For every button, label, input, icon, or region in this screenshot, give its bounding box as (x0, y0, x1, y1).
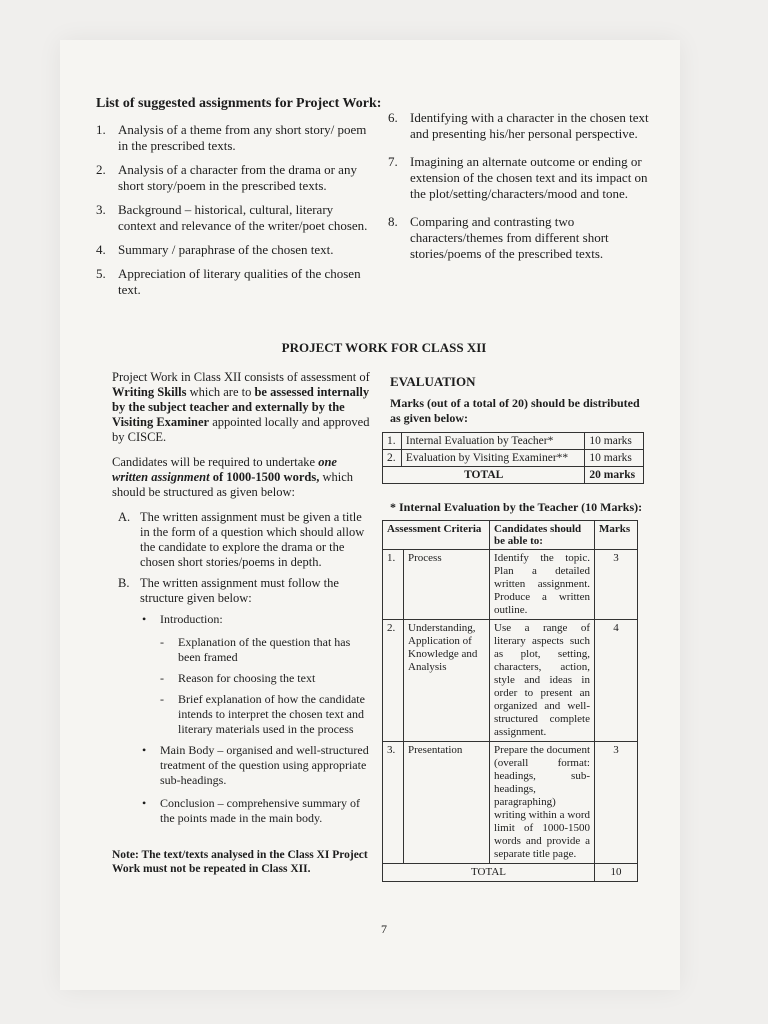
table-row: 3. Presentation Prepare the document (overall format: headings, sub-headings, paragraphing) writing within a word limit of 1000-1500 words and provide a separate title page. 3 (383, 742, 638, 864)
structure-list (118, 510, 372, 606)
list-item: 7. Imagining an alternate outcome or ending or extension of the chosen text and its impact on the plot/setting/characters/mood and tone. (388, 154, 648, 201)
list-item: • Introduction: (142, 612, 372, 627)
requirement-paragraph: Candidates will be required to undertake one written assignment of 1000-1500 words, which should be structured as given below: (112, 455, 354, 499)
list-item: 6. Identifying with a character in the chosen text and presenting his/her personal perspective. (388, 110, 649, 141)
list-item: - Reason for choosing the text (160, 671, 372, 686)
list-item: • Conclusion – comprehensive summary of the points made in the main body. (142, 796, 372, 826)
list-item: B. The written assignment must follow the structure given below: (118, 576, 339, 605)
section-title: PROJECT WORK FOR CLASS XII (281, 340, 487, 355)
list-item: 2. Analysis of a character from the drama or any short story/poem in the prescribed texts. (96, 162, 357, 193)
intro-sublist (160, 635, 372, 737)
criteria-table (382, 520, 638, 882)
evaluation-title: EVALUATION (390, 374, 476, 389)
project-description (112, 370, 372, 876)
assignments-heading: List of suggested assignments for Project Work: (96, 96, 382, 111)
note: Note: The text/texts analysed in the Class XI Project Work must not be repeated in Class XII. (112, 849, 368, 875)
list-item: 3. Background – historical, cultural, literary context and relevance of the writer/poet chosen. (96, 202, 368, 233)
list-item: • Main Body – organised and well-structured treatment of the question using appropriate sub-headings. (142, 743, 372, 788)
intro-paragraph: Project Work in Class XII consists of assessment of Writing Skills which are to be assessed internally by the subject teacher and externally by the Visiting Examiner appointed locally and approved by CISCE. (112, 370, 370, 444)
list-item: - Explanation of the question that has been framed (160, 635, 372, 665)
table-row: TOTAL 20 marks (383, 467, 644, 484)
evaluation-text: Marks (out of a total of 20) should be distributed as given below: (390, 396, 640, 425)
table-header: Assessment Criteria Candidates should be able to: Marks (383, 521, 638, 550)
list-item: - Brief explanation of how the candidate intends to interpret the chosen text and literary materials used in the process (160, 692, 372, 737)
assignment-list-left (96, 122, 372, 306)
table-row: 2. Evaluation by Visiting Examiner** 10 marks (383, 450, 644, 467)
table-row: TOTAL 10 (383, 864, 638, 882)
list-item: 4. Summary / paraphrase of the chosen text. (96, 242, 334, 257)
list-item: 5. Appreciation of literary qualities of the chosen text. (96, 266, 361, 297)
internal-eval-title: * Internal Evaluation by the Teacher (10 Marks): (390, 500, 643, 514)
table-row: 1. Process Identify the topic. Plan a detailed written assignment. Produce a written outline. 3 (383, 550, 638, 620)
table-row: 2. Understanding, Application of Knowledge and Analysis Use a range of literary aspects such as plot, setting, characters, action, style and ideas in order to present an organized and well-structured complete assignment. 4 (383, 620, 638, 742)
structure-bullets (142, 612, 372, 826)
list-item: 1. Analysis of a theme from any short story/ poem in the prescribed texts. (96, 122, 367, 153)
list-item: 8. Comparing and contrasting two characters/themes from different short stories/poems of the prescribed texts. (388, 214, 609, 261)
table-row: 1. Internal Evaluation by Teacher* 10 marks (383, 433, 644, 450)
marks-table (382, 432, 644, 484)
assignment-list-right (388, 110, 652, 274)
list-item: A. The written assignment must be given a title in the form of a question which should allow the candidate to explore the drama or the chosen short stories/poems in depth. (118, 510, 365, 569)
page-number: 7 (381, 922, 387, 936)
